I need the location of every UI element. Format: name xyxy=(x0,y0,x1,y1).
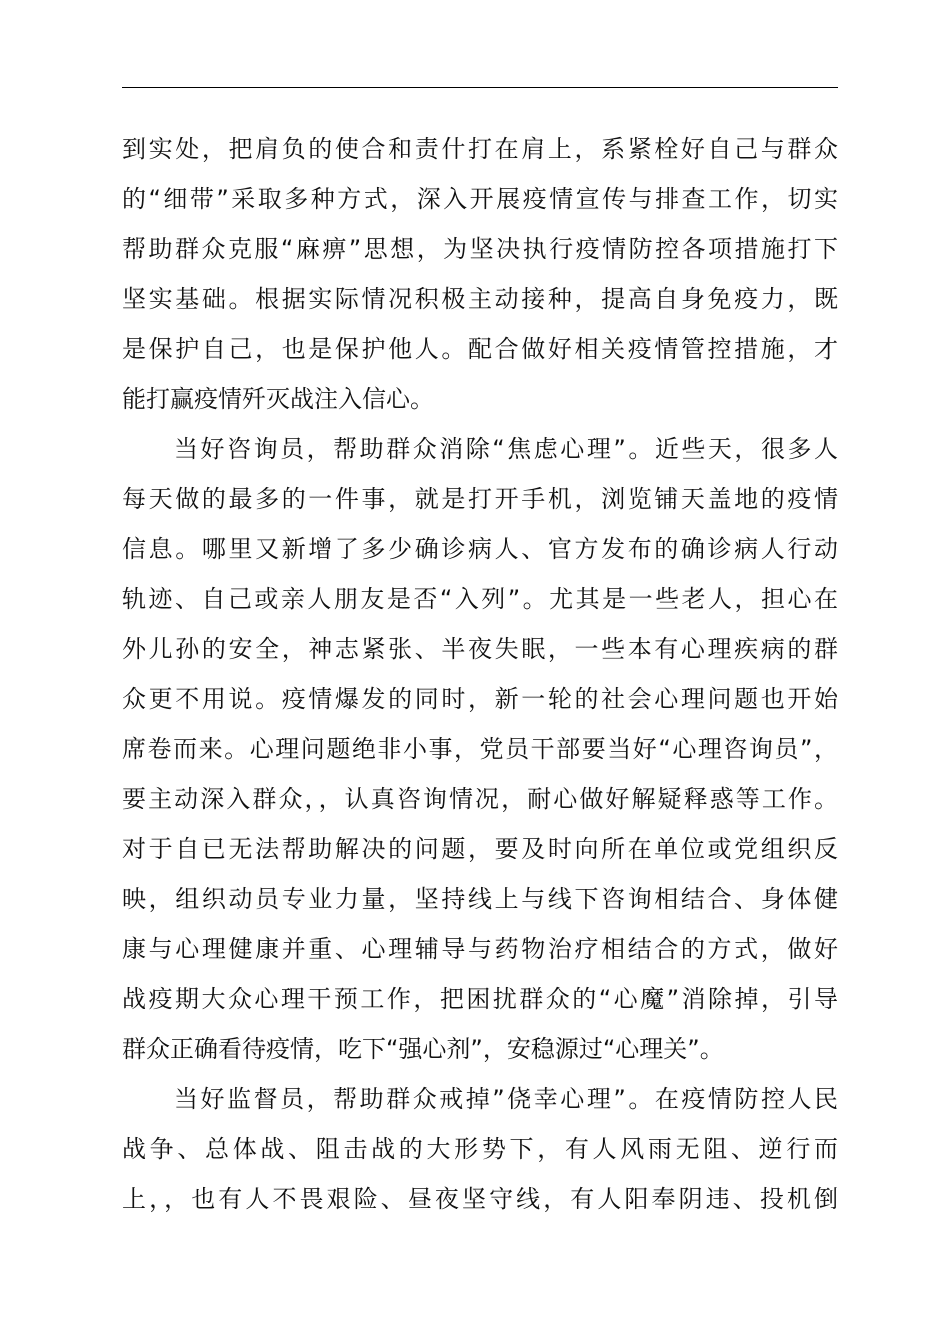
text-line: 是保护自己，也是保护他人。配合做好相关疫情管控措施，才 xyxy=(122,335,838,363)
paragraph-start-line: 当好咨询员，帮助群众消除“焦虑心理”。近些天，很多人 xyxy=(174,435,838,463)
text-line: 轨迹、自己或亲人朋友是否“入列”。尤其是一些老人，担心在 xyxy=(122,585,838,613)
document-body xyxy=(122,124,838,1224)
text-line: 席卷而来。心理问题绝非小事，党员干部要当好“心理咨询员”， xyxy=(122,735,838,763)
text-line: 众更不用说。疫情爆发的同时，新一轮的社会心理问题也开始 xyxy=(122,685,838,713)
text-line: 外儿孙的安全，神志紧张、半夜失眠，一些本有心理疾病的群 xyxy=(122,635,838,663)
header-rule xyxy=(122,87,838,88)
text-line: 对于自已无法帮助解决的问题，要及时向所在单位或党组织反 xyxy=(122,835,838,863)
text-line: 战疫期大众心理干预工作，把困扰群众的“心魔”消除掉，引导 xyxy=(122,985,838,1013)
text-line: 上，，也有人不畏艰险、昼夜坚守线，有人阳奉阴违、投机倒 xyxy=(122,1185,838,1213)
text-line: 每天做的最多的一件事，就是打开手机，浏览铺天盖地的疫情 xyxy=(122,485,838,513)
text-line: 映，组织动员专业力量，坚持线上与线下咨询相结合、身体健 xyxy=(122,885,838,913)
text-line: 到实处，把肩负的使合和责什打在肩上，系紧栓好自己与群众 xyxy=(122,135,838,163)
text-line: 康与心理健康并重、心理辅导与药物治疗相结合的方式，做好 xyxy=(122,935,838,963)
text-line: 群众正确看待疫情，吃下“强心剂”，安稳源过“心理关”。 xyxy=(122,1035,724,1063)
paragraph-start-line: 当好监督员，帮助群众戒掉”侥幸心理”。在疫情防控人民 xyxy=(174,1085,838,1113)
text-line: 的“细带”采取多种方式，深入开展疫情宣传与排查工作，切实 xyxy=(122,185,838,213)
text-line: 战争、总体战、阻击战的大形势下，有人风雨无阻、逆行而 xyxy=(122,1135,838,1163)
text-line: 能打赢疫情歼灭战注入信心。 xyxy=(122,385,434,413)
text-line: 要主动深入群众，，认真咨询情况，耐心做好解疑释惑等工作。 xyxy=(122,785,838,813)
text-line: 帮助群众克服“麻痹”思想，为坚决执行疫情防控各项措施打下 xyxy=(122,235,838,263)
text-line: 坚实基础。根据实际情况积极主动接种，提高自身免疫力，既 xyxy=(122,285,838,313)
text-line: 信息。哪里又新增了多少确诊病人、官方发布的确诊病人行动 xyxy=(122,535,838,563)
